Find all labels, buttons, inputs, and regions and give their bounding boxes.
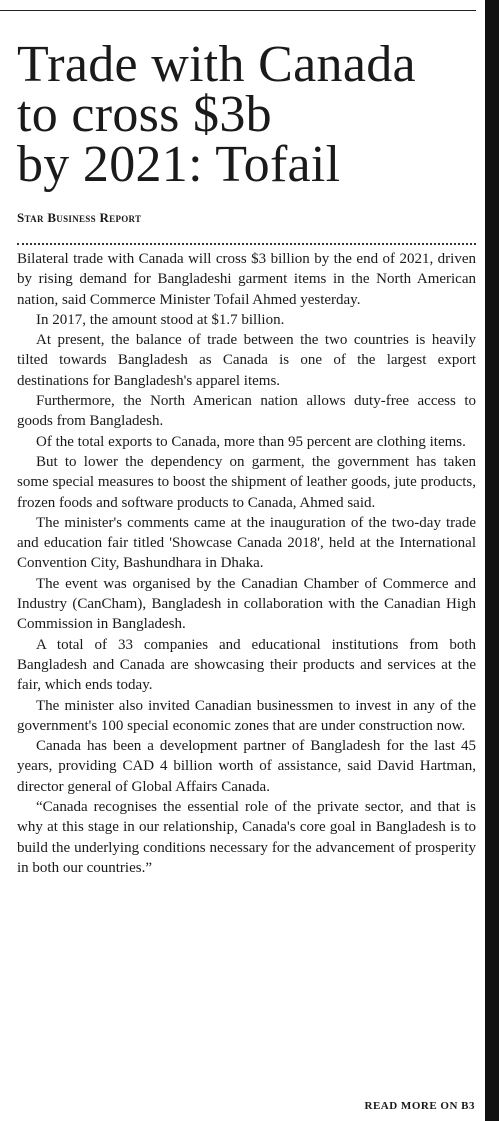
page-edge-bar bbox=[485, 0, 499, 1121]
paragraph: Furthermore, the North American nation allows duty-free access to goods from Bangladesh. bbox=[17, 393, 476, 430]
byline: Star Business Report bbox=[17, 210, 142, 225]
dotted-divider bbox=[17, 243, 476, 245]
paragraph: The minister's comments came at the inauguration of the two-day trade and education fair titled 'Showcase Canada 2018', held at the International Convention City, Bashundhara in Dhaka. bbox=[17, 514, 476, 572]
headline-line-1: Trade with Canada bbox=[17, 36, 416, 93]
paragraph: The minister also invited Canadian businessmen to invest in any of the government's 100 special economic zones that are under construction now. bbox=[17, 697, 476, 734]
headline bbox=[17, 36, 476, 193]
article-body bbox=[17, 249, 476, 878]
top-rule bbox=[0, 10, 476, 11]
paragraph: Bilateral trade with Canada will cross $3 billion by the end of 2021, driven by rising demand for Bangladeshi garment items in the North American nation, said Commerce Minister Tofail Ahmed yesterday. bbox=[17, 251, 476, 308]
article bbox=[17, 36, 476, 878]
headline-line-2: to cross $3b bbox=[17, 86, 272, 143]
paragraph: “Canada recognises the essential role of the private sector, and that is why at this stage in our relationship, Canada's core goal in Bangladesh is to build the underlying conditions necessary for the advancement of prosperity in both our countries.” bbox=[17, 799, 476, 876]
paragraph: At present, the balance of trade between the two countries is heavily tilted towards Bangladesh as Canada is one of the largest export destinations for Bangladesh's apparel items. bbox=[17, 332, 476, 389]
paragraph: A total of 33 companies and educational institutions from both Bangladesh and Canada are showcasing their products and services at the fair, which ends today. bbox=[17, 636, 476, 694]
headline-line-3: by 2021: Tofail bbox=[17, 136, 341, 193]
paragraph: Canada has been a development partner of Bangladesh for the last 45 years, providing CAD 4 billion worth of assistance, said David Hartman, director general of Global Affairs Canada. bbox=[17, 738, 476, 795]
paragraph: But to lower the dependency on garment, the government has taken some special measures to boost the shipment of leather goods, jute products, frozen foods and software products to Canada, Ahmed said. bbox=[17, 453, 476, 511]
read-more-link[interactable]: READ MORE ON B3 bbox=[364, 1100, 475, 1112]
paragraph: The event was organised by the Canadian Chamber of Commerce and Industry (CanCham), Bangladesh in collaboration with the Canadian High Commission in Bangladesh. bbox=[17, 575, 476, 633]
paragraph: Of the total exports to Canada, more than 95 percent are clothing items. bbox=[36, 433, 466, 450]
paragraph: In 2017, the amount stood at $1.7 billion. bbox=[36, 311, 285, 328]
